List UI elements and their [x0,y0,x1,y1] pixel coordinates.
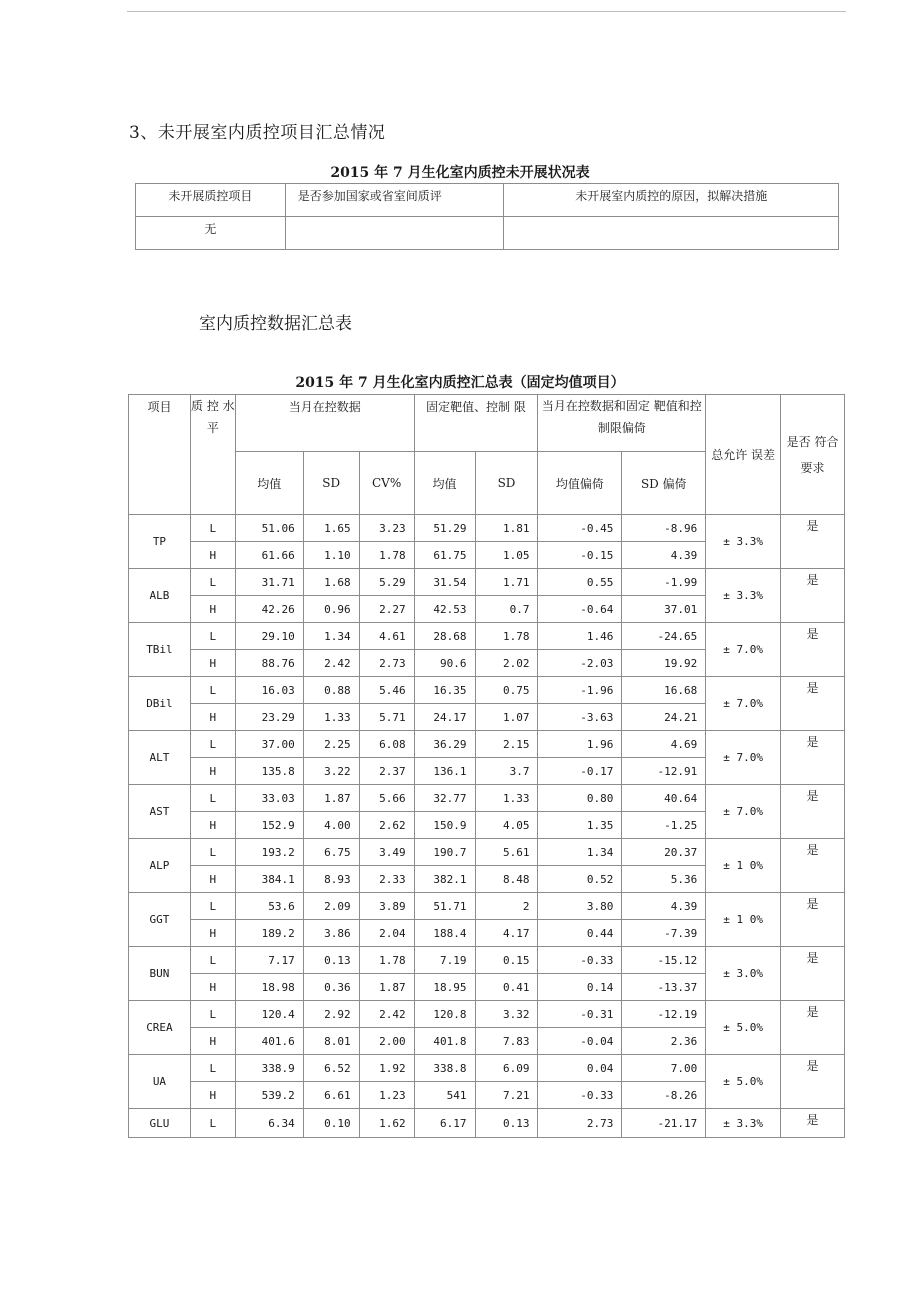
sd-bias-cell: 4.39 [622,542,706,569]
sd-cell: 0.96 [303,596,359,623]
sd-bias-cell: -12.19 [622,1001,706,1028]
sd-bias-cell: -21.17 [622,1109,706,1138]
table-row [129,1055,845,1082]
table-row [129,677,845,704]
mean-cell: 53.6 [235,893,303,920]
mean-cell: 42.26 [235,596,303,623]
level-cell: H [190,812,235,839]
mean-bias-cell: -0.45 [538,515,622,542]
mean-bias-cell: 0.80 [538,785,622,812]
tolerance-cell: ± 3.0% [706,947,781,1001]
sd-bias-cell: -7.39 [622,920,706,947]
subheader-cv: CV% [359,452,414,515]
compliant-cell: 是 [781,785,845,839]
header-compliant: 是否 符合 要求 [781,395,845,515]
mean-cell: 23.29 [235,704,303,731]
fixed-sd-cell: 1.78 [475,623,538,650]
level-cell: H [190,974,235,1001]
fixed-mean-cell: 31.54 [414,569,475,596]
level-cell: L [190,893,235,920]
table-row [129,785,845,812]
table1-cell [504,217,839,250]
item-name-cell: TP [129,515,191,569]
tolerance-cell: ± 3.3% [706,1109,781,1138]
table-row [129,839,845,866]
cv-cell: 2.00 [359,1028,414,1055]
table-row [129,731,845,758]
mean-cell: 16.03 [235,677,303,704]
sd-bias-cell: 16.68 [622,677,706,704]
level-cell: L [190,623,235,650]
header-tolerance: 总允许 误差 [706,395,781,515]
page-top-divider [127,11,846,12]
mean-bias-cell: 0.44 [538,920,622,947]
sd-cell: 0.10 [303,1109,359,1138]
sd-bias-cell: -12.91 [622,758,706,785]
subheader-sd: SD [303,452,359,515]
sd-bias-cell: 4.39 [622,893,706,920]
sd-cell: 6.52 [303,1055,359,1082]
sd-cell: 8.01 [303,1028,359,1055]
item-name-cell: TBil [129,623,191,677]
table-row [129,569,845,596]
table-row [129,947,845,974]
mean-cell: 189.2 [235,920,303,947]
table1-caption: 2015 年 7 月生化室内质控未开展状况表 [330,165,590,181]
sd-cell: 6.75 [303,839,359,866]
tolerance-cell: ± 5.0% [706,1055,781,1109]
level-cell: H [190,920,235,947]
cv-cell: 2.73 [359,650,414,677]
sd-bias-cell: 37.01 [622,596,706,623]
mean-bias-cell: 1.46 [538,623,622,650]
level-cell: H [190,650,235,677]
fixed-mean-cell: 51.29 [414,515,475,542]
cv-cell: 3.89 [359,893,414,920]
level-cell: H [190,542,235,569]
fixed-mean-cell: 18.95 [414,974,475,1001]
compliant-cell: 是 [781,731,845,785]
sd-cell: 6.61 [303,1082,359,1109]
fixed-mean-cell: 28.68 [414,623,475,650]
item-name-cell: CREA [129,1001,191,1055]
item-name-cell: ALT [129,731,191,785]
cv-cell: 1.92 [359,1055,414,1082]
mean-bias-cell: 0.14 [538,974,622,1001]
fixed-sd-cell: 1.81 [475,515,538,542]
sd-cell: 2.09 [303,893,359,920]
compliant-cell: 是 [781,1055,845,1109]
level-cell: L [190,1001,235,1028]
sd-cell: 2.25 [303,731,359,758]
mean-cell: 37.00 [235,731,303,758]
table1-cell [285,217,504,250]
item-name-cell: DBil [129,677,191,731]
tolerance-cell: ± 7.0% [706,623,781,677]
sd-bias-cell: -1.25 [622,812,706,839]
fixed-sd-cell: 0.7 [475,596,538,623]
sd-cell: 1.68 [303,569,359,596]
mean-cell: 6.34 [235,1109,303,1138]
fixed-mean-cell: 32.77 [414,785,475,812]
subheader-fixed-sd: SD [475,452,538,515]
table2-header-row [129,395,845,452]
cv-cell: 2.42 [359,1001,414,1028]
compliant-cell: 是 [781,947,845,1001]
sd-bias-cell: 20.37 [622,839,706,866]
mean-bias-cell: 3.80 [538,893,622,920]
mean-bias-cell: 1.34 [538,839,622,866]
cv-cell: 5.71 [359,704,414,731]
compliant-cell: 是 [781,677,845,731]
fixed-mean-cell: 7.19 [414,947,475,974]
mean-cell: 7.17 [235,947,303,974]
mean-bias-cell: -1.96 [538,677,622,704]
mean-bias-cell: -0.64 [538,596,622,623]
fixed-sd-cell: 0.13 [475,1109,538,1138]
tolerance-cell: ± 1 0% [706,893,781,947]
mean-cell: 193.2 [235,839,303,866]
level-cell: L [190,515,235,542]
sd-bias-cell: -8.26 [622,1082,706,1109]
fixed-sd-cell: 3.7 [475,758,538,785]
item-name-cell: ALP [129,839,191,893]
sd-bias-cell: -24.65 [622,623,706,650]
table-row [129,623,845,650]
mean-bias-cell: -0.33 [538,1082,622,1109]
fixed-sd-cell: 0.75 [475,677,538,704]
fixed-sd-cell: 2.02 [475,650,538,677]
sd-bias-cell: 4.69 [622,731,706,758]
fixed-sd-cell: 1.71 [475,569,538,596]
fixed-sd-cell: 2.15 [475,731,538,758]
sd-bias-cell: 40.64 [622,785,706,812]
compliant-cell: 是 [781,893,845,947]
mean-cell: 31.71 [235,569,303,596]
fixed-mean-cell: 16.35 [414,677,475,704]
fixed-mean-cell: 338.8 [414,1055,475,1082]
fixed-sd-cell: 6.09 [475,1055,538,1082]
cv-cell: 1.78 [359,542,414,569]
level-cell: L [190,785,235,812]
sd-cell: 1.65 [303,515,359,542]
mean-bias-cell: -0.15 [538,542,622,569]
compliant-cell: 是 [781,623,845,677]
fixed-mean-cell: 42.53 [414,596,475,623]
cv-cell: 3.23 [359,515,414,542]
fixed-sd-cell: 8.48 [475,866,538,893]
mean-cell: 539.2 [235,1082,303,1109]
table1-header-cell: 未开展质控项目 [136,184,286,217]
table-row [129,515,845,542]
mean-cell: 61.66 [235,542,303,569]
level-cell: L [190,839,235,866]
mean-cell: 338.9 [235,1055,303,1082]
mean-bias-cell: 1.35 [538,812,622,839]
fixed-sd-cell: 0.15 [475,947,538,974]
mean-bias-cell: -0.31 [538,1001,622,1028]
sd-bias-cell: -15.12 [622,947,706,974]
cv-cell: 5.66 [359,785,414,812]
table-row [129,1109,845,1138]
fixed-sd-cell: 1.33 [475,785,538,812]
tolerance-cell: ± 7.0% [706,677,781,731]
mean-bias-cell: -3.63 [538,704,622,731]
sd-cell: 8.93 [303,866,359,893]
fixed-mean-cell: 51.71 [414,893,475,920]
level-cell: L [190,569,235,596]
sd-cell: 0.13 [303,947,359,974]
table2-caption: 2015 年 7 月生化室内质控汇总表（固定均值项目） [295,375,625,391]
fixed-sd-cell: 5.61 [475,839,538,866]
level-cell: L [190,677,235,704]
level-cell: L [190,947,235,974]
fixed-mean-cell: 61.75 [414,542,475,569]
subheader-mean: 均值 [235,452,303,515]
sd-bias-cell: -8.96 [622,515,706,542]
cv-cell: 2.33 [359,866,414,893]
fixed-mean-cell: 401.8 [414,1028,475,1055]
fixed-sd-cell: 3.32 [475,1001,538,1028]
fixed-sd-cell: 4.05 [475,812,538,839]
tolerance-cell: ± 1 0% [706,839,781,893]
fixed-mean-cell: 190.7 [414,839,475,866]
compliant-cell: 是 [781,569,845,623]
item-name-cell: ALB [129,569,191,623]
sd-cell: 1.87 [303,785,359,812]
cv-cell: 5.29 [359,569,414,596]
sd-bias-cell: 7.00 [622,1055,706,1082]
fixed-mean-cell: 6.17 [414,1109,475,1138]
subheader-mean-bias: 均值偏倚 [538,452,622,515]
qc-summary-table [128,394,845,1138]
mean-bias-cell: -0.17 [538,758,622,785]
cv-cell: 1.23 [359,1082,414,1109]
header-deviation: 当月在控数据和固定 靶值和控制限偏倚 [538,395,706,452]
mean-cell: 29.10 [235,623,303,650]
section-heading: 3、未开展室内质控项目汇总情况 [129,123,386,143]
fixed-sd-cell: 7.83 [475,1028,538,1055]
table1-header-cell: 是否参加国家或省室间质评 [285,184,504,217]
compliant-cell: 是 [781,515,845,569]
header-fixed-target: 固定靶值、控制 限 [414,395,538,452]
mean-cell: 384.1 [235,866,303,893]
header-current-data: 当月在控数据 [235,395,414,452]
tolerance-cell: ± 7.0% [706,785,781,839]
mean-bias-cell: 0.04 [538,1055,622,1082]
subheader-sd-bias: SD 偏倚 [622,452,706,515]
fixed-sd-cell: 2 [475,893,538,920]
fixed-sd-cell: 4.17 [475,920,538,947]
fixed-mean-cell: 382.1 [414,866,475,893]
cv-cell: 2.37 [359,758,414,785]
cv-cell: 6.08 [359,731,414,758]
fixed-mean-cell: 36.29 [414,731,475,758]
table1-header-cell: 未开展室内质控的原因，拟解决措施 [504,184,839,217]
fixed-sd-cell: 7.21 [475,1082,538,1109]
sd-cell: 1.10 [303,542,359,569]
mean-cell: 88.76 [235,650,303,677]
mean-bias-cell: 0.55 [538,569,622,596]
cv-cell: 1.62 [359,1109,414,1138]
mean-cell: 120.4 [235,1001,303,1028]
table1-header-row [136,184,839,217]
fixed-mean-cell: 541 [414,1082,475,1109]
mean-cell: 135.8 [235,758,303,785]
tolerance-cell: ± 7.0% [706,731,781,785]
cv-cell: 2.04 [359,920,414,947]
table1-row [136,217,839,250]
sd-cell: 2.42 [303,650,359,677]
sd-cell: 2.92 [303,1001,359,1028]
mean-cell: 18.98 [235,974,303,1001]
item-name-cell: AST [129,785,191,839]
cv-cell: 1.78 [359,947,414,974]
compliant-cell: 是 [781,1109,845,1138]
cv-cell: 1.87 [359,974,414,1001]
header-level: 质 控 水 平 [190,395,235,515]
subheader-fixed-mean: 均值 [414,452,475,515]
mean-bias-cell: -2.03 [538,650,622,677]
sd-bias-cell: -13.37 [622,974,706,1001]
mean-bias-cell: -0.33 [538,947,622,974]
mean-cell: 51.06 [235,515,303,542]
table-row [129,1001,845,1028]
tolerance-cell: ± 5.0% [706,1001,781,1055]
compliant-cell: 是 [781,1001,845,1055]
cv-cell: 5.46 [359,677,414,704]
level-cell: H [190,1028,235,1055]
tolerance-cell: ± 3.3% [706,515,781,569]
compliant-cell: 是 [781,839,845,893]
level-cell: L [190,1109,235,1138]
table1-cell: 无 [136,217,286,250]
sd-bias-cell: 2.36 [622,1028,706,1055]
sd-bias-cell: 19.92 [622,650,706,677]
sd-cell: 0.36 [303,974,359,1001]
mean-bias-cell: -0.04 [538,1028,622,1055]
fixed-sd-cell: 0.41 [475,974,538,1001]
cv-cell: 3.49 [359,839,414,866]
unimplemented-qc-table [135,183,839,250]
cv-cell: 2.27 [359,596,414,623]
fixed-mean-cell: 120.8 [414,1001,475,1028]
summary-heading: 室内质控数据汇总表 [199,314,352,334]
sd-cell: 4.00 [303,812,359,839]
cv-cell: 2.62 [359,812,414,839]
item-name-cell: GGT [129,893,191,947]
fixed-mean-cell: 24.17 [414,704,475,731]
level-cell: H [190,866,235,893]
level-cell: L [190,1055,235,1082]
item-name-cell: BUN [129,947,191,1001]
sd-bias-cell: 5.36 [622,866,706,893]
level-cell: H [190,758,235,785]
cv-cell: 4.61 [359,623,414,650]
mean-cell: 33.03 [235,785,303,812]
header-item: 项目 [129,395,191,515]
sd-cell: 1.33 [303,704,359,731]
fixed-mean-cell: 188.4 [414,920,475,947]
item-name-cell: UA [129,1055,191,1109]
sd-bias-cell: 24.21 [622,704,706,731]
tolerance-cell: ± 3.3% [706,569,781,623]
sd-cell: 3.86 [303,920,359,947]
fixed-mean-cell: 150.9 [414,812,475,839]
level-cell: H [190,1082,235,1109]
fixed-sd-cell: 1.07 [475,704,538,731]
mean-bias-cell: 0.52 [538,866,622,893]
mean-bias-cell: 1.96 [538,731,622,758]
sd-cell: 1.34 [303,623,359,650]
level-cell: L [190,731,235,758]
sd-bias-cell: -1.99 [622,569,706,596]
item-name-cell: GLU [129,1109,191,1138]
table-row [129,893,845,920]
qc-summary-body [129,515,845,1138]
level-cell: H [190,596,235,623]
mean-cell: 152.9 [235,812,303,839]
fixed-sd-cell: 1.05 [475,542,538,569]
level-cell: H [190,704,235,731]
fixed-mean-cell: 90.6 [414,650,475,677]
fixed-mean-cell: 136.1 [414,758,475,785]
sd-cell: 0.88 [303,677,359,704]
mean-bias-cell: 2.73 [538,1109,622,1138]
mean-cell: 401.6 [235,1028,303,1055]
sd-cell: 3.22 [303,758,359,785]
